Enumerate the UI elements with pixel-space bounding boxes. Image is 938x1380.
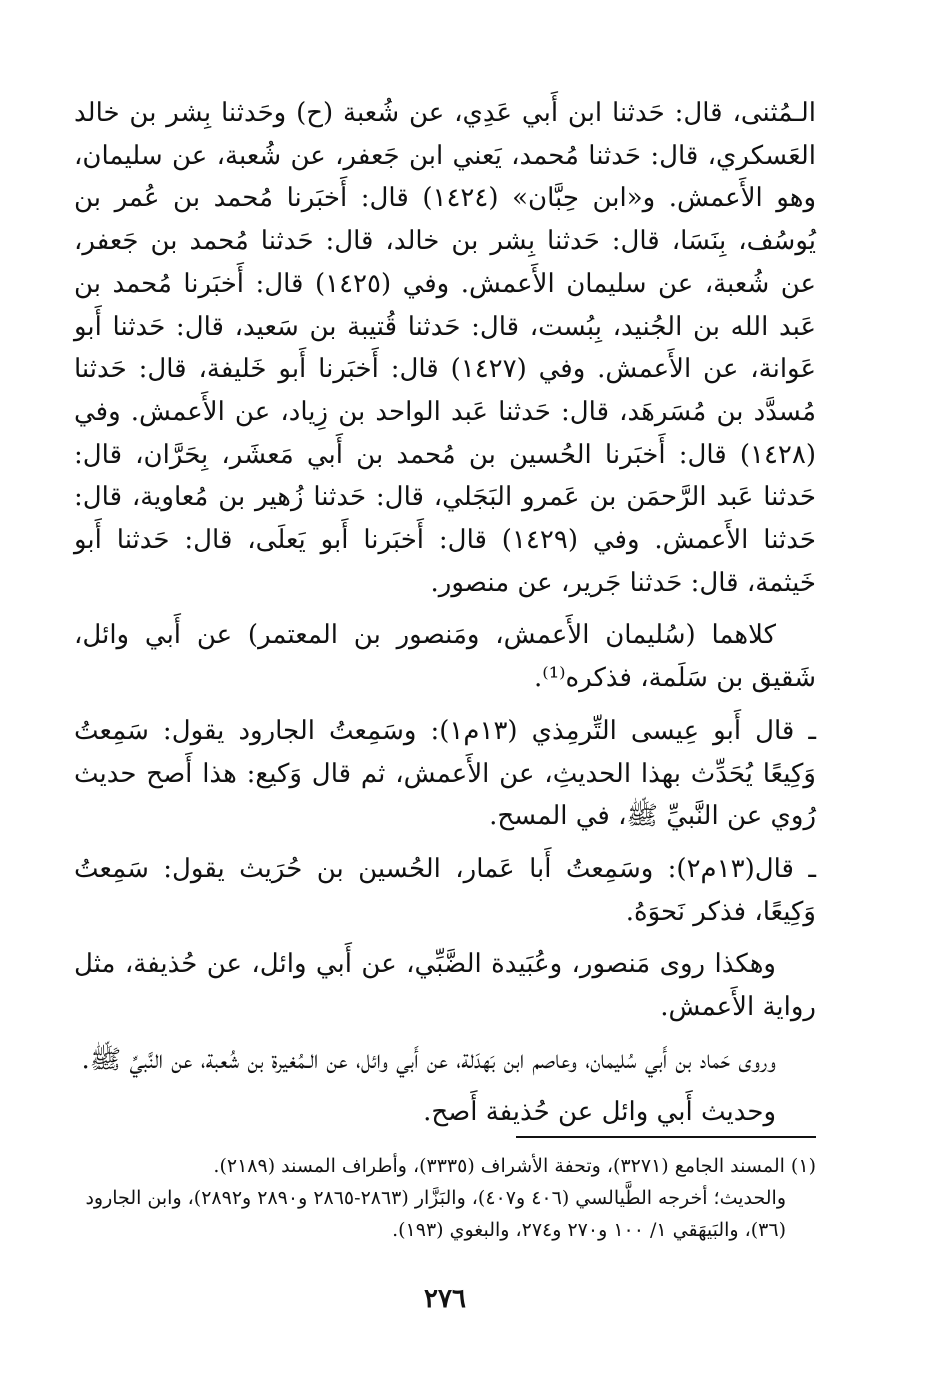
main-text (74, 92, 816, 1134)
paragraph-mansur-narration: وهكذا روى مَنصور، وعُبَيدة الضَّبِّي، عن أَبي وائل، عن حُذيفة، مثل رواية الأَعمش. (74, 949, 816, 1023)
footnote-1: (١) المسند الجامع (٣٢٧١)، وتحفة الأشراف (٣٣٣٥)، وأطراف المسند (٢١٨٩). (213, 1155, 816, 1177)
footnote-1-continuation: والحديث؛ أخرجه الطَّيالسي (٤٠٦ و٤٠٧)، والبَزَّار (٢٨٦٣-٢٨٦٥ و٢٨٩٠ و٢٨٩٢)، وابن الجارود (٣٦)، والبَيهَقي ١/ ١٠٠ و٢٧٠ و٢٧٤، والبغوي (١٩٣). (85, 1187, 786, 1241)
paragraph-isnad-chains: الـمُثنى، قال: حَدثنا ابن أَبي عَدِي، عن شُعبة (ح) وحَدثنا بِشر بن خالد العَسكري، قال: حَدثنا مُحمد، يَعني ابن جَعفر، عن شُعبة، عن سليمان، وهو الأَعمش. و«ابن حِبَّان» (١٤٢٤) قال: أَخبَرنا مُحمد بن عُمر بن يُوسُف، بِنَسَا، قال: حَدثنا بِشر بن خالد، قال: حَدثنا مُحمد بن جَعفر، عن شُعبة، عن سليمان الأَعمش. وفي (١٤٢٥) قال: أَخبَرنا مُحمد بن عَبد الله بن الجُنيد، بِبُست، قال: حَدثنا قُتيبة بن سَعيد، قال: حَدثنا أَبو عَوانة، عن الأَعمش. وفي (١٤٢٧) قال: أَخبَرنا أَبو خَليفة، قال: حَدثنا مُسدَّد بن مُسَرهَد، قال: حَدثنا عَبد الواحد بن زِياد، عن الأَعمش. وفي (١٤٢٨) قال: أَخبَرنا الحُسين بن مُحمد بن أَبي مَعشَر، بِحَرَّان، قال: حَدثنا عَبد الرَّحمَن بن عَمرو البَجَلي، قال: حَدثنا زُهير بن مُعاوية، قال: حَدثنا الأَعمش. وفي (١٤٢٩) قال: أَخبَرنا أَبو يَعلَى، قال: حَدثنا أَبو خَيثمة، قال: حَدثنا جَرير، عن منصور. (74, 98, 817, 598)
page-number: ٢٧٦ (424, 1284, 466, 1314)
book-page (74, 92, 816, 1332)
paragraph-conclusion: وحديث أَبي وائل عن حُذيفة أَصح. (423, 1097, 776, 1128)
paragraph-hammad-narration: وروى حَماد بن أَبي سُليمان، وعاصم ابن بَهدَلة، عن أَبي وائل، عن الـمُغيرة بن شُعبة، عن النَّبيِّ ﷺ. (81, 1044, 776, 1075)
paragraph-tirmidhi-note-1: ـ قال أَبو عِيسى التِّرمِذي (١٣م١): وسَمِعتُ الجارود يقول: سَمِعتُ وَكِيعًا يُحَدِّث بهذا الحديثِ، عن الأَعمش، ثم قال وَكيع: هذا أَصح حديث رُوي عن النَّبيِّ ﷺ، في المسح. (74, 715, 816, 832)
paragraph-both-narrators: كلاهما (سُليمان الأَعمش، ومَنصور بن المعتمر) عن أَبي وائل، شَقيق بن سَلَمة، فذكره⁽¹⁾. (74, 620, 816, 694)
paragraph-tirmidhi-note-2: ـ قال(١٣م٢): وسَمِعتُ أَبا عَمار، الحُسين بن حُرَيث يقول: سَمِعتُ وَكِيعًا، فذكر نَحوَهُ. (74, 853, 816, 927)
footnotes (74, 1150, 816, 1246)
footnote-divider (516, 1136, 816, 1138)
